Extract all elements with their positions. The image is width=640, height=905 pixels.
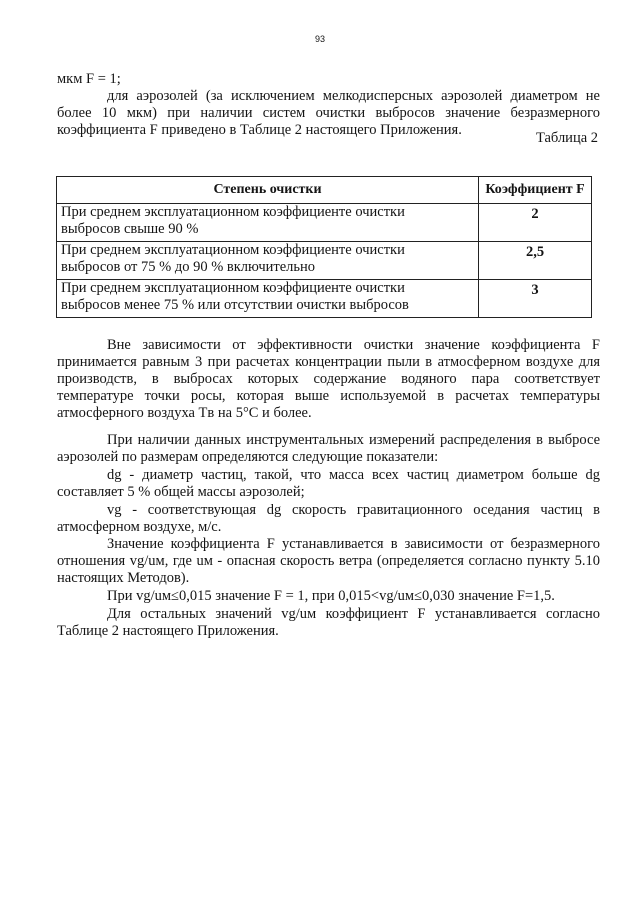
row-value: 3	[479, 280, 592, 318]
para1-line-1: Вне зависимости от эффективности очистки значение коэффициента F	[107, 337, 600, 353]
row-description	[57, 242, 479, 280]
row-description-line: При среднем эксплуатационном коэффициенте очистки	[61, 204, 405, 220]
para5-line-2: отношения vg/uм, где uм - опасная скорость ветра (определяется согласно пункту 5.10	[57, 553, 600, 569]
row-description-line: выбросов от 75 % до 90 % включительно	[61, 259, 316, 275]
row-value: 2,5	[479, 242, 592, 280]
intro-line-1: мкм F = 1;	[57, 71, 121, 87]
row-description	[57, 204, 479, 242]
table-caption: Таблица 2	[536, 130, 599, 146]
row-description-line: При среднем эксплуатационном коэффициенте очистки	[61, 280, 405, 296]
para4-line-2: атмосферном воздухе, м/с.	[57, 519, 222, 535]
table-row	[57, 204, 592, 242]
para5-line-1: Значение коэффициента F устанавливается в зависимости от безразмерного	[107, 536, 600, 552]
header-coefficient: Коэффициент F	[479, 177, 592, 204]
para1-line-4: температуре точки росы, которая выше используемой в расчетах температуры	[57, 388, 600, 404]
para3-line-2: составляет 5 % общей массы аэрозолей;	[57, 484, 305, 500]
para4-line-1: vg - соответствующая dg скорость гравитационного оседания частиц в	[107, 502, 600, 518]
para3-line-1: dg - диаметр частиц, такой, что масса всех частиц диаметром больше dg	[107, 467, 600, 483]
intro-line-2: для аэрозолей (за исключением мелкодисперсных аэрозолей диаметром не	[107, 88, 600, 104]
header-cleaning-degree: Степень очистки	[57, 177, 479, 204]
intro-line-3: более 10 мкм) при наличии систем очистки выбросов значение безразмерного	[57, 105, 600, 121]
intro-line-4: коэффициента F приведено в Таблице 2 настоящего Приложения.	[57, 122, 462, 138]
table-row	[57, 280, 592, 318]
page-number: 93	[314, 34, 325, 44]
para7-line-2: Таблице 2 настоящего Приложения.	[57, 623, 279, 639]
para7-line-1: Для остальных значений vg/uм коэффициент F устанавливается согласно	[107, 606, 600, 622]
row-description-line: При среднем эксплуатационном коэффициенте очистки	[61, 242, 405, 258]
table-header-row	[57, 177, 592, 204]
row-description	[57, 280, 479, 318]
row-description-line: выбросов менее 75 % или отсутствии очистки выбросов	[61, 297, 409, 313]
para6-line-1: При vg/uм≤0,015 значение F = 1, при 0,015<vg/uм≤0,030 значение F=1,5.	[107, 588, 555, 604]
para2-line-2: аэрозолей по размерам определяются следующие показатели:	[57, 449, 439, 465]
para1-line-5: атмосферного воздуха Tв на 5°С и более.	[57, 405, 312, 421]
para5-line-3: настоящих Методов).	[57, 570, 190, 586]
row-description-line: выбросов свыше 90 %	[61, 221, 199, 237]
para1-line-3: производств, в выбросах которых содержание водяного пара соответствует	[57, 371, 600, 387]
para1-line-2: принимается равным 3 при расчетах концентрации пыли в атмосферном воздухе для	[57, 354, 600, 370]
para2-line-1: При наличии данных инструментальных измерений распределения в выбросе	[107, 432, 600, 448]
coefficient-table	[56, 176, 592, 318]
row-value: 2	[479, 204, 592, 242]
table-row	[57, 242, 592, 280]
